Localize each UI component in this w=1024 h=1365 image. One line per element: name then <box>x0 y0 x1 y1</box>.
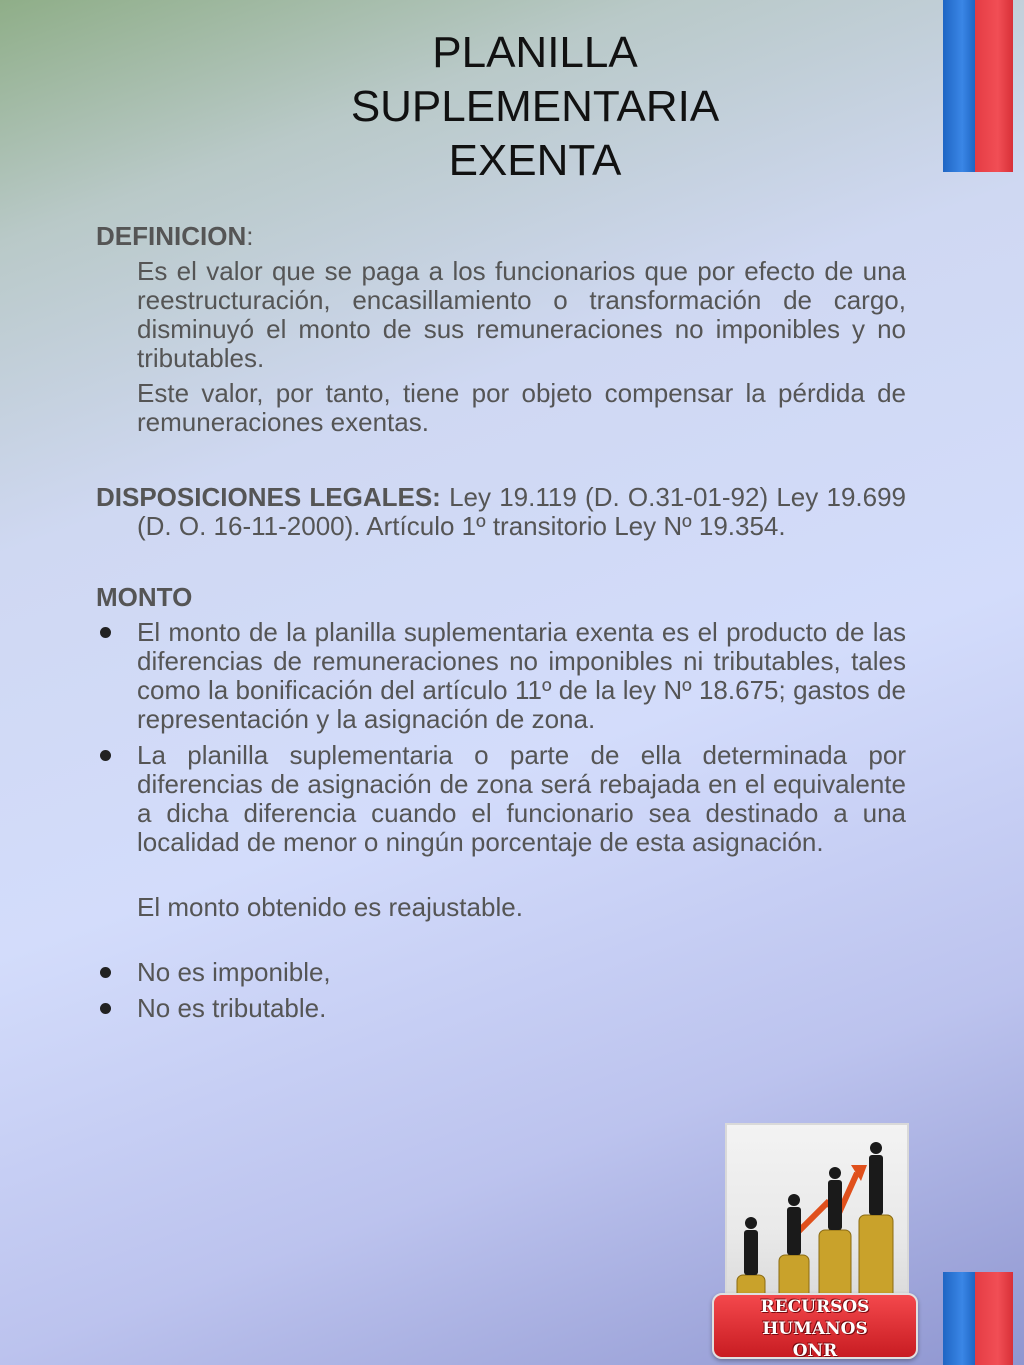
list-item: No es tributable. <box>96 994 906 1023</box>
growth-arrow-icon <box>797 1173 857 1233</box>
badge-line-2: HUMANOS <box>762 1319 868 1339</box>
definicion-section <box>96 222 906 437</box>
monto-bullet-list <box>96 618 906 857</box>
flag-stripe-top <box>943 0 1013 172</box>
monto-heading: MONTO <box>96 582 193 612</box>
list-item: No es imponible, <box>96 958 906 987</box>
definicion-heading: DEFINICION: <box>96 221 254 251</box>
list-item: La planilla suplementaria o parte de ella determinada por diferencias de asignación de zona será rebajada en el equivalente a dicha diferencia cuando el funcionario sea destinado a una localidad de menor o ningún porcentaje de esta asignación. <box>96 741 906 857</box>
bullet-icon <box>100 627 111 638</box>
definicion-paragraph-1: Es el valor que se paga a los funcionarios que por efecto de una reestructuración, encasillamiento o transformación de cargo, disminuyó el monto de sus remuneraciones no imponibles y no tributables. <box>137 256 906 373</box>
disposiciones-label: DISPOSICIONES LEGALES: <box>96 482 441 512</box>
coins-illustration <box>727 1125 907 1305</box>
coins-businessmen-image <box>725 1123 909 1307</box>
recursos-humanos-badge <box>712 1293 918 1359</box>
slide-title <box>250 26 820 188</box>
badge-line-3: ONR <box>792 1341 838 1361</box>
disposiciones-legales <box>96 483 906 541</box>
title-line-3: EXENTA <box>448 136 622 185</box>
flag-blue-stripe <box>943 1272 975 1365</box>
slide-content <box>96 222 906 1030</box>
badge-line-1: RECURSOS <box>760 1297 870 1317</box>
title-line-1: PLANILLA <box>432 28 638 77</box>
flag-stripe-bottom <box>943 1272 1013 1365</box>
bullet-icon <box>100 1003 111 1014</box>
bullet-icon <box>100 750 111 761</box>
monto-bullet-list-2 <box>96 958 906 1023</box>
flag-red-stripe <box>975 0 1013 172</box>
flag-red-stripe <box>975 1272 1013 1365</box>
disposiciones-text: Ley 19.119 (D. O.31-01-92) Ley 19.699 (D. O. 16-11-2000). Artículo 1º transitorio Ley Nº 19.354. <box>137 482 907 541</box>
list-item: El monto de la planilla suplementaria exenta es el producto de las diferencias de remuneraciones no imponibles ni tributables, tales como la bonificación del artículo 11º de la ley Nº 18.675; gastos de representación y la asignación de zona. <box>96 618 906 734</box>
monto-note: El monto obtenido es reajustable. <box>137 892 523 922</box>
title-line-2: SUPLEMENTARIA <box>350 82 720 131</box>
bullet-icon <box>100 967 111 978</box>
flag-blue-stripe <box>943 0 975 172</box>
monto-section <box>96 583 906 1023</box>
definicion-paragraph-2: Este valor, por tanto, tiene por objeto compensar la pérdida de remuneraciones exentas. <box>137 378 906 437</box>
